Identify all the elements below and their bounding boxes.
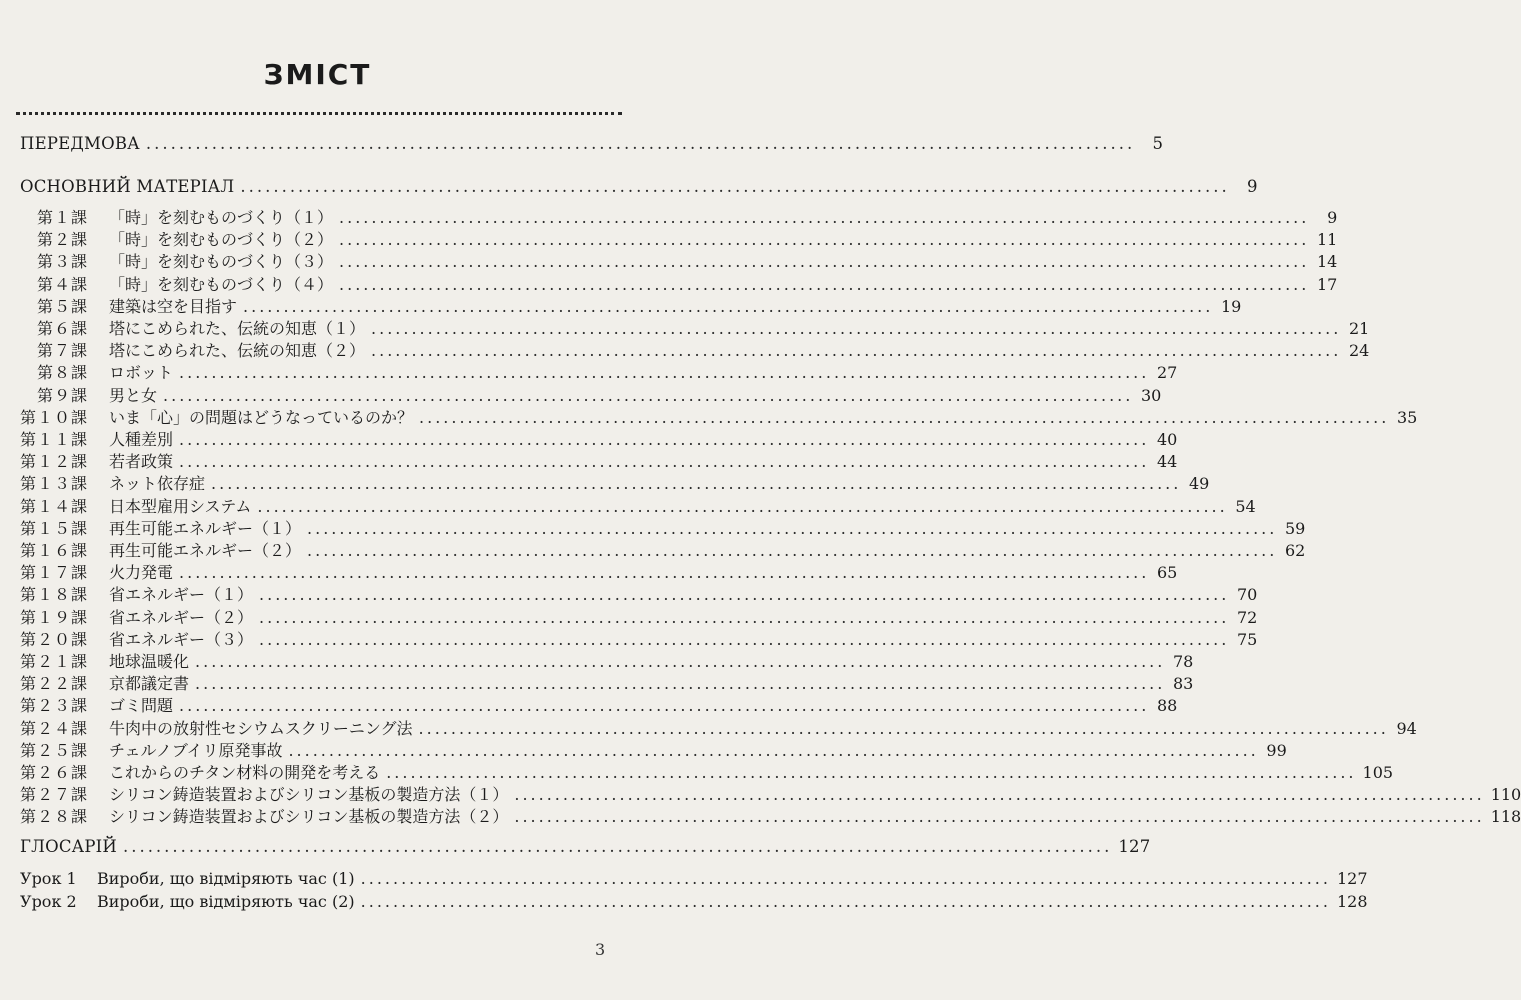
toc-entry-page: 40	[1156, 430, 1178, 449]
toc-entry-number: 第２課	[37, 230, 89, 250]
toc-entry	[20, 718, 1417, 740]
toc-entry	[37, 229, 1338, 251]
toc-entry-number: 第２６課	[20, 763, 89, 782]
toc-entry-page: 94	[1396, 718, 1417, 738]
toc-entry-title: Вироби, що відміряють час (2)	[97, 892, 355, 911]
toc-entry-page: 19	[1220, 296, 1242, 316]
toc-entry	[37, 296, 1242, 318]
toc-leader-dots: ........................................................................................................................	[243, 296, 1214, 316]
toc-entry-number: 第２５課	[20, 740, 89, 760]
toc-entry-number: Урок 2	[20, 892, 77, 911]
toc-entry-page: 118	[1490, 807, 1521, 827]
toc-entry-page: 127	[1336, 869, 1368, 888]
toc-entry	[20, 518, 1306, 540]
toc-entry-page: 21	[1348, 319, 1370, 338]
toc-entry-number: 第６課	[37, 319, 89, 338]
toc-entry-page: 35	[1396, 407, 1418, 427]
toc-leader-dots: ........................................................................................................................	[257, 496, 1228, 516]
toc-entry-title: 再生可能エネルギー（１）	[109, 518, 302, 538]
toc-entry-number: 第２２課	[20, 674, 89, 694]
toc-entry-page: 54	[1235, 496, 1256, 516]
toc-entry	[20, 806, 1521, 828]
toc-entry-page: 24	[1348, 341, 1370, 361]
toc-leader-dots: ........................................................................................................................	[259, 607, 1230, 627]
toc-entry-title: ГЛОСАРІЙ	[20, 837, 117, 856]
toc-leader-dots: ........................................................................................................................	[211, 474, 1182, 494]
toc-entry-number: 第４課	[37, 274, 89, 294]
toc-leader-dots: ........................................................................................................................	[339, 230, 1310, 250]
toc-entry	[20, 451, 1178, 473]
toc-entry-title: ロボット	[109, 363, 174, 383]
toc-entry-number: 第１課	[37, 208, 89, 227]
toc-entry-number: Урок 1	[20, 869, 77, 888]
toc-entry-number: 第９課	[37, 385, 89, 405]
toc-leader-dots: ........................................................................................................................	[339, 252, 1310, 272]
toc-entry-title: 「時」を刻むものづくり（３）	[109, 252, 334, 272]
toc-entry-page: 9	[1247, 177, 1258, 196]
toc-entry-page: 5	[1152, 134, 1164, 153]
toc-entry-number: 第１０課	[20, 407, 89, 427]
toc-leader-dots: ........................................................................................................................	[419, 407, 1390, 427]
toc-leader-dots: ........................................................................................................................	[179, 363, 1150, 383]
toc-leader-dots: ........................................................................................................................	[360, 892, 1331, 911]
toc-entry	[37, 274, 1338, 296]
toc-leader-dots: ........................................................................................................................	[288, 740, 1259, 760]
toc-entry	[20, 836, 1151, 858]
toc-leader-dots: ........................................................................................................................	[179, 452, 1150, 472]
toc-entry	[20, 473, 1210, 495]
toc-entry	[20, 562, 1178, 584]
toc-leader-dots: ........................................................................................................................	[240, 177, 1230, 196]
toc-entry-page: 83	[1172, 674, 1194, 694]
toc-entry-number: 第２４課	[20, 718, 89, 738]
toc-entry	[20, 540, 1306, 562]
toc-entry	[37, 385, 1162, 407]
toc-entry-title: ПЕРЕДМОВА	[20, 134, 140, 153]
toc-entry	[37, 362, 1178, 384]
toc-leader-dots: ........................................................................................................................	[514, 807, 1485, 827]
toc-entry-page: 88	[1156, 696, 1178, 716]
toc-entry-number: 第１２課	[20, 452, 89, 472]
toc-entry	[20, 629, 1258, 651]
toc-entry-page: 27	[1156, 363, 1178, 383]
toc-entry-title: 京都議定書	[109, 674, 190, 694]
toc-entry-number: 第７課	[37, 341, 89, 361]
toc-leader-dots: ........................................................................................................................	[371, 319, 1342, 338]
toc-entry-title: いま「心」の問題はどうなっているのか？	[109, 407, 414, 427]
toc-entry-page: 62	[1284, 541, 1306, 560]
toc-entry-number: 第２７課	[20, 785, 89, 805]
toc-entry-number: 第５課	[37, 296, 89, 316]
toc-entry	[20, 868, 1368, 890]
toc-entry-title: 牛肉中の放射性セシウムスクリーニング法	[109, 718, 413, 738]
toc-leader-dots: ........................................................................................................................	[259, 629, 1230, 649]
toc-leader-dots: ........................................................................................................................	[163, 385, 1134, 405]
toc-entry-title: シリコン鋳造装置およびシリコン基板の製造方法（１）	[109, 785, 509, 805]
toc-entry-number: 第２３課	[20, 696, 89, 716]
toc-leader-dots: ........................................................................................................................	[514, 785, 1485, 805]
toc-entry	[37, 207, 1338, 229]
toc-leader-dots: ........................................................................................................................	[145, 134, 1136, 153]
toc-entry-page: 75	[1236, 629, 1258, 649]
toc-entry	[20, 407, 1418, 429]
toc-entry	[20, 584, 1258, 606]
toc-entry	[20, 695, 1178, 717]
toc-entry	[20, 607, 1258, 629]
toc-entry	[20, 740, 1287, 762]
toc-entry-number: 第１４課	[20, 496, 89, 516]
toc-entry	[37, 251, 1338, 273]
toc-leader-dots: ........................................................................................................................	[195, 652, 1166, 671]
toc-leader-dots: ........................................................................................................................	[179, 430, 1150, 449]
toc-entry	[37, 318, 1370, 340]
toc-leader-dots: ........................................................................................................................	[179, 563, 1150, 583]
toc-entry-title: 建築は空を目指す	[109, 296, 238, 316]
toc-leader-dots: ........................................................................................................................	[259, 585, 1230, 605]
page-number: 3	[595, 940, 606, 959]
toc-entry-title: 男と女	[109, 385, 158, 405]
toc-entry-title: これからのチタン材料の開発を考える	[109, 763, 381, 782]
toc-entry-number: 第２０課	[20, 629, 89, 649]
toc-entry-number: 第８課	[37, 363, 89, 383]
toc-entry-title: ゴミ問題	[109, 696, 174, 716]
toc-entry-title: 火力発電	[109, 563, 174, 583]
toc-entry-number: 第３課	[37, 252, 89, 272]
toc-entry-title: チェルノブイリ原発事故	[109, 740, 283, 760]
toc-entry-page: 127	[1118, 837, 1151, 856]
toc-entry-number: 第１８課	[20, 585, 89, 605]
toc-entry-title: 塔にこめられた、伝統の知恵（１）	[109, 319, 366, 338]
toc-entry-page: 11	[1316, 230, 1338, 250]
toc-entry-number: 第１５課	[20, 518, 89, 538]
toc-entry	[20, 429, 1178, 451]
title-divider	[16, 112, 622, 115]
toc-entry-title: 再生可能エネルギー（２）	[109, 541, 302, 560]
toc-entry-number: 第２１課	[20, 652, 89, 671]
toc-entry-title: 塔にこめられた、伝統の知恵（２）	[109, 341, 366, 361]
toc-entry-page: 78	[1172, 652, 1194, 671]
toc-leader-dots: ........................................................................................................................	[371, 341, 1342, 361]
toc-leader-dots: ........................................................................................................................	[179, 696, 1150, 716]
toc-entry-number: 第１９課	[20, 607, 89, 627]
toc-leader-dots: ........................................................................................................................	[386, 763, 1357, 782]
toc-entry	[20, 133, 1164, 155]
toc-entry	[20, 784, 1521, 806]
page-title: ЗМІСТ	[263, 58, 372, 91]
toc-entry-title: 「時」を刻むものづくり（４）	[109, 274, 334, 294]
toc-entry-page: 30	[1140, 385, 1162, 405]
toc-entry-page: 70	[1236, 585, 1258, 605]
toc-entry-page: 99	[1266, 740, 1287, 760]
toc-entry-title: 省エネルギー（２）	[109, 607, 254, 627]
toc-entry	[20, 891, 1368, 913]
toc-entry-page: 44	[1156, 452, 1178, 472]
toc-entry-title: 地球温暖化	[109, 652, 190, 671]
toc-entry-number: 第２８課	[20, 807, 89, 827]
toc-leader-dots: ........................................................................................................................	[122, 837, 1113, 856]
toc-entry-title: 人種差別	[109, 430, 174, 449]
toc-entry-title: 若者政策	[109, 452, 174, 472]
toc-entry-page: 59	[1284, 518, 1306, 538]
toc-leader-dots: ........................................................................................................................	[418, 718, 1389, 738]
toc-entry-page: 9	[1327, 208, 1338, 227]
toc-entry	[20, 176, 1258, 198]
toc-entry	[37, 340, 1370, 362]
toc-entry	[20, 496, 1256, 518]
toc-leader-dots: ........................................................................................................................	[360, 869, 1331, 888]
toc-entry-title: ОСНОВНИЙ МАТЕРІАЛ	[20, 177, 235, 196]
toc-entry-title: 省エネルギー（１）	[109, 585, 254, 605]
toc-entry-page: 14	[1316, 252, 1338, 272]
toc-entry-number: 第１７課	[20, 563, 89, 583]
toc-entry-title: シリコン鋳造装置およびシリコン基板の製造方法（２）	[109, 807, 509, 827]
toc-entry-page: 49	[1188, 474, 1210, 494]
toc-entry-title: 省エネルギー（３）	[109, 629, 254, 649]
toc-entry-number: 第１１課	[20, 430, 89, 449]
toc-entry	[20, 673, 1194, 695]
toc-entry-title: 「時」を刻むものづくり（１）	[109, 208, 334, 227]
toc-entry-title: ネット依存症	[109, 474, 206, 494]
toc-entry-page: 65	[1156, 563, 1178, 583]
toc-entry-title: 日本型雇用システム	[109, 496, 252, 516]
toc-leader-dots: ........................................................................................................................	[339, 208, 1310, 227]
toc-entry-title: 「時」を刻むものづくり（２）	[109, 230, 334, 250]
toc-entry-page: 110	[1490, 785, 1521, 805]
toc-entry	[20, 762, 1394, 784]
toc-entry-title: Вироби, що відміряють час (1)	[97, 869, 355, 888]
toc-leader-dots: ........................................................................................................................	[307, 541, 1278, 560]
toc-leader-dots: ........................................................................................................................	[339, 274, 1310, 294]
toc-entry-page: 105	[1362, 763, 1394, 782]
toc-entry	[20, 651, 1194, 673]
toc-entry-number: 第１３課	[20, 474, 89, 494]
toc-entry-page: 17	[1316, 274, 1338, 294]
toc-entry-number: 第１６課	[20, 541, 89, 560]
toc-entry-page: 72	[1236, 607, 1258, 627]
toc-leader-dots: ........................................................................................................................	[195, 674, 1166, 694]
toc-leader-dots: ........................................................................................................................	[307, 518, 1278, 538]
toc-entry-page: 128	[1336, 892, 1368, 911]
